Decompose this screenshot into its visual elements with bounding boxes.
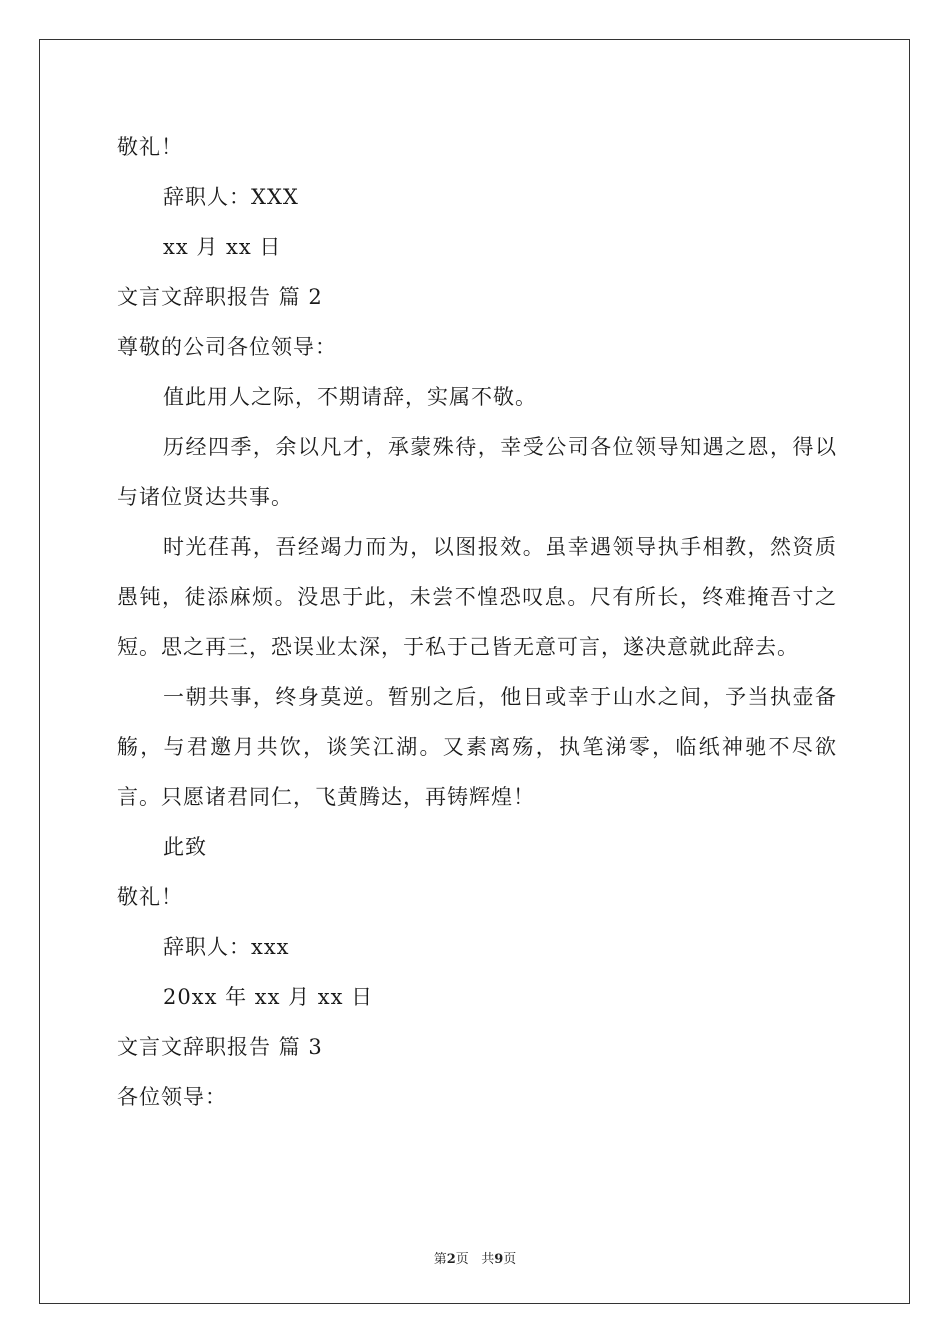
signer-line: 辞职人：xxx xyxy=(163,935,290,959)
page-suffix: 页 xyxy=(455,1252,469,1267)
body-paragraph: 值此用人之际，不期请辞，实属不敬。 xyxy=(163,385,537,409)
body-paragraph: 一朝共事，终身莫逆。暂别之后，他日或幸于山水之间，予当执壶备觞，与君邀月共饮，谈笑江湖。又素离殇，执笔涕零，临纸神驰不尽欲言。只愿诸君同仁，飞黄腾达，再铸辉煌！ xyxy=(117,685,837,809)
closing-greeting: 敬礼！ xyxy=(117,885,183,909)
closing-phrase: 此致 xyxy=(163,835,207,859)
page-number-total: 9 xyxy=(494,1252,504,1267)
total-prefix: 共 xyxy=(481,1252,495,1267)
salutation: 各位领导： xyxy=(117,1085,227,1109)
section-heading: 文言文辞职报告 篇 2 xyxy=(117,285,323,309)
total-suffix: 页 xyxy=(503,1252,517,1267)
page-footer xyxy=(0,1248,950,1267)
section-heading: 文言文辞职报告 篇 3 xyxy=(117,1035,323,1059)
closing-greeting: 敬礼！ xyxy=(117,135,183,159)
body-paragraph: 时光荏苒，吾经竭力而为，以图报效。虽幸遇领导执手相教，然资质愚钝，徒添麻烦。没思于此，未尝不惶恐叹息。尺有所长，终难掩吾寸之短。思之再三，恐误业太深，于私于己皆无意可言，遂决意就此辞去。 xyxy=(117,535,837,659)
document-body xyxy=(117,122,837,1122)
date-line: xx 月 xx 日 xyxy=(163,235,282,259)
page-prefix: 第 xyxy=(433,1252,447,1267)
page-number-current: 2 xyxy=(446,1252,456,1267)
signer-line: 辞职人：XXX xyxy=(163,185,299,209)
body-paragraph: 历经四季，余以凡才，承蒙殊待，幸受公司各位领导知遇之恩，得以与诸位贤达共事。 xyxy=(117,435,837,509)
date-line: 20xx 年 xx 月 xx 日 xyxy=(163,985,374,1009)
salutation: 尊敬的公司各位领导： xyxy=(117,335,337,359)
